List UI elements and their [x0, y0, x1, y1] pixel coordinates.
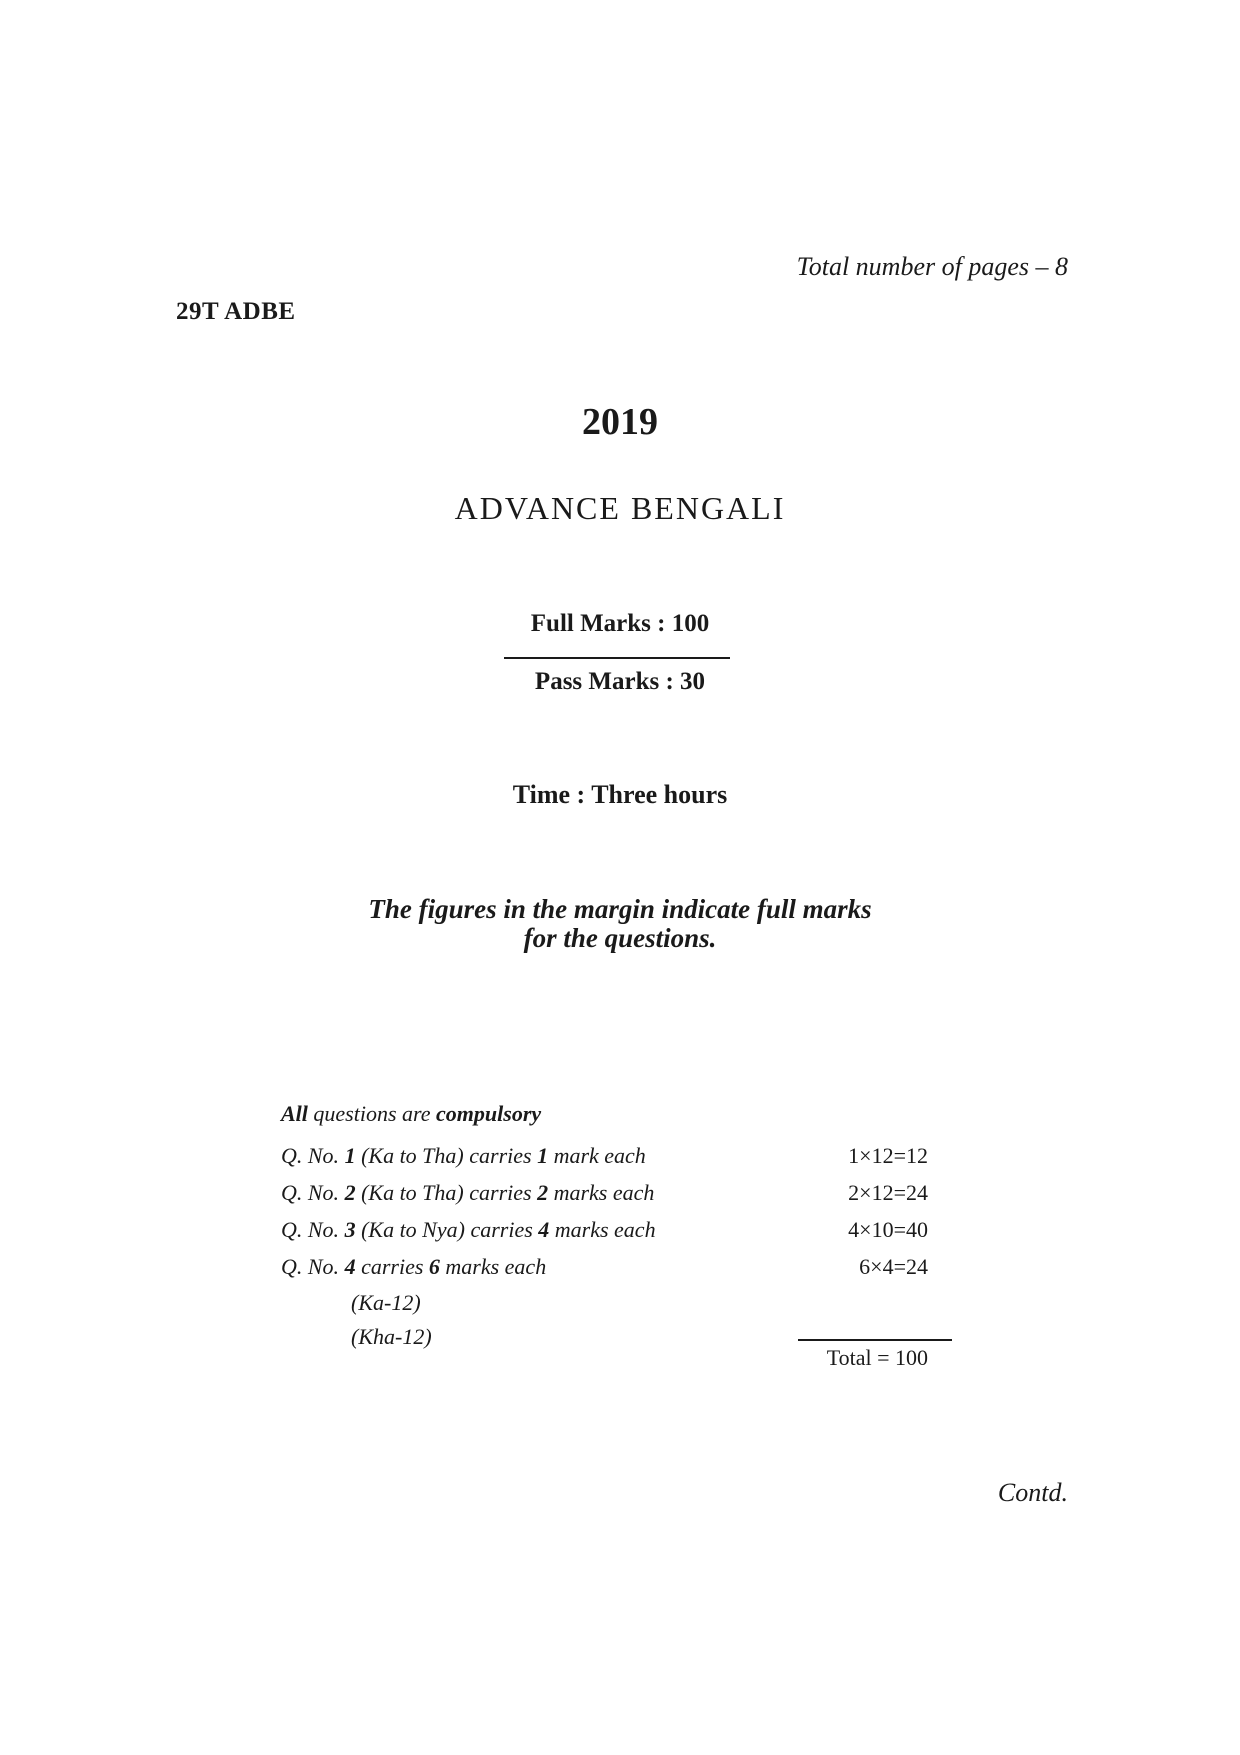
- q-suffix: marks each: [549, 1217, 656, 1242]
- compulsory-middle: questions are: [307, 1101, 437, 1126]
- marks-row-q4: [281, 1254, 928, 1284]
- q-prefix: Q. No.: [281, 1254, 345, 1279]
- subject-title: ADVANCE BENGALI: [454, 490, 786, 526]
- q-number: 1: [344, 1143, 356, 1168]
- q-suffix: mark each: [548, 1143, 646, 1168]
- sub-part-kha: (Kha-12): [351, 1324, 432, 1349]
- q-number: 3: [344, 1217, 356, 1242]
- q-prefix: Q. No.: [281, 1143, 345, 1168]
- question-description: [281, 1254, 546, 1280]
- question-description: [281, 1143, 646, 1169]
- marks-row-q1: [281, 1143, 928, 1173]
- sub-part-ka: (Ka-12): [351, 1290, 421, 1315]
- q-number: 4: [344, 1254, 356, 1279]
- exam-time: Time : Three hours: [512, 780, 728, 809]
- q-mark-count: 2: [537, 1180, 549, 1205]
- q-suffix: marks each: [439, 1254, 547, 1279]
- q-mark-count: 6: [428, 1254, 440, 1279]
- q-range: (Ka to Tha) carries: [355, 1180, 538, 1205]
- question-marks: 1×12=12: [848, 1143, 928, 1168]
- compulsory-note: [281, 1101, 541, 1127]
- q-number: 2: [344, 1180, 356, 1205]
- exam-year: 2019: [582, 401, 658, 443]
- question-marks: 4×10=40: [848, 1217, 928, 1242]
- continued-note: Contd.: [997, 1478, 1068, 1507]
- question-description: [281, 1180, 654, 1206]
- question-marks: 2×12=24: [848, 1180, 928, 1205]
- compulsory-all: All: [281, 1101, 308, 1126]
- question-description: [281, 1217, 656, 1243]
- paper-code: 29T ADBE: [176, 298, 296, 325]
- marks-row-q3: [281, 1217, 928, 1247]
- compulsory-word: compulsory: [436, 1101, 542, 1126]
- q-mark-count: 1: [537, 1143, 549, 1168]
- q-range: carries: [355, 1254, 429, 1279]
- q-suffix: marks each: [548, 1180, 655, 1205]
- full-marks: Full Marks : 100: [530, 610, 710, 637]
- pass-marks: Pass Marks : 30: [534, 668, 706, 695]
- question-marks: 6×4=24: [859, 1254, 928, 1279]
- instruction-line-1: The figures in the margin indicate full marks: [368, 894, 872, 924]
- total-marks: Total = 100: [826, 1345, 928, 1370]
- q-range: (Ka to Tha) carries: [355, 1143, 538, 1168]
- q-range: (Ka to Nya) carries: [355, 1217, 539, 1242]
- total-divider: [798, 1339, 952, 1341]
- q-prefix: Q. No.: [281, 1180, 345, 1205]
- instruction-line-2: for the questions.: [523, 923, 717, 953]
- q-mark-count: 4: [538, 1217, 550, 1242]
- marks-row-q2: [281, 1180, 928, 1210]
- q-prefix: Q. No.: [281, 1217, 345, 1242]
- total-pages-note: Total number of pages – 8: [796, 252, 1068, 281]
- instruction: [0, 895, 1240, 953]
- marks-divider: [504, 657, 730, 659]
